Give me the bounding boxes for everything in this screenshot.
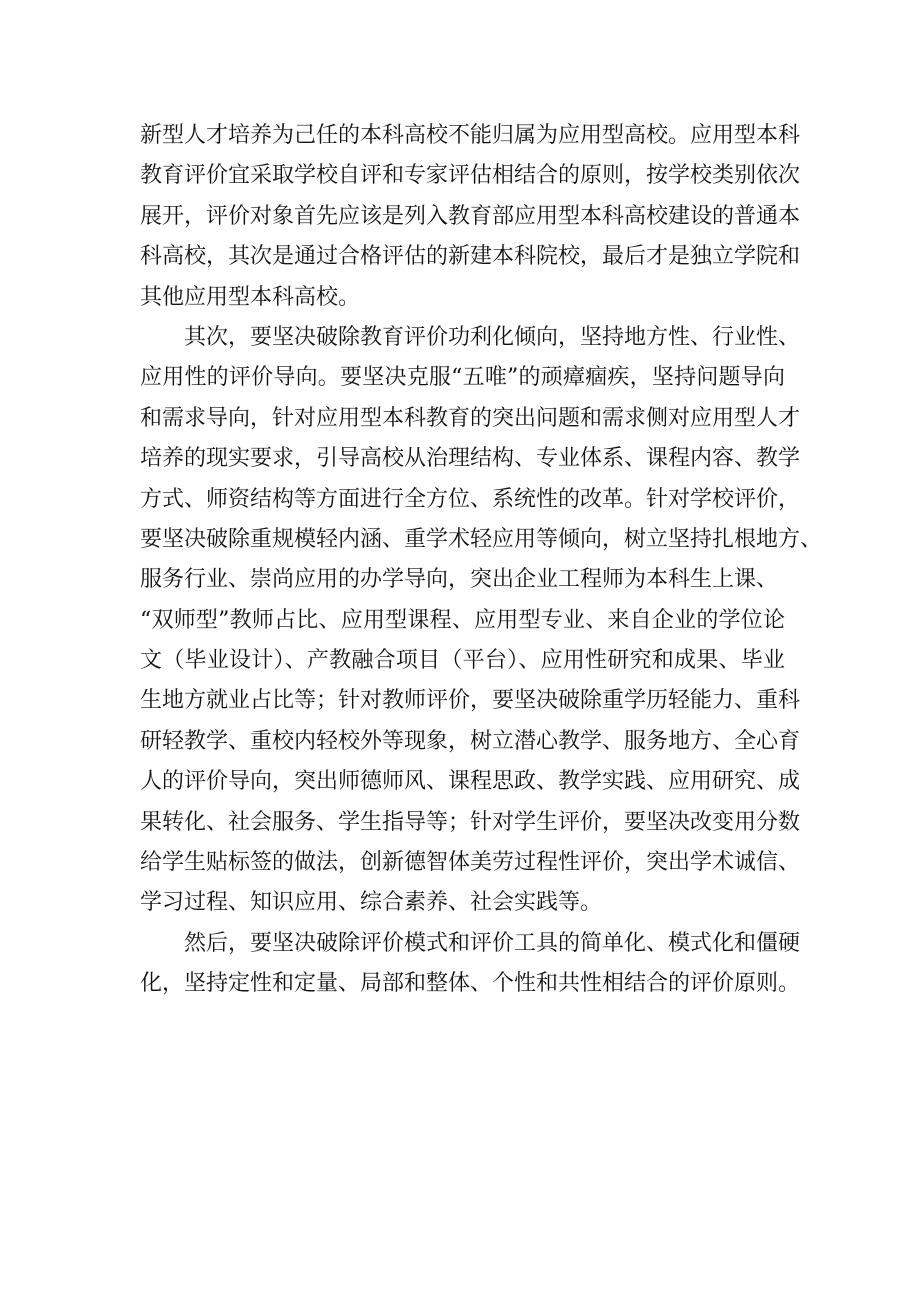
text-line: 方式、师资结构等方面进行全方位、系统性的改革。针对学校评价， [140,486,801,512]
text-line: 生地方就业占比等；针对教师评价，要坚决破除重学历轻能力、重科 [140,688,801,714]
text-line: 要坚决破除重规模轻内涵、重学术轻应用等倾向，树立坚持扎根地方、 [140,526,823,552]
document-body [140,116,823,1005]
text-line: 其次，要坚决破除教育评价功利化倾向，坚持地方性、行业性、 [184,324,801,350]
text-line: 化，坚持定性和定量、局部和整体、个性和共性相结合的评价原则。 [140,971,801,997]
text-line: 给学生贴标签的做法，创新德智体美劳过程性评价，突出学术诚信、 [140,850,801,876]
text-line: 展开，评价对象首先应该是列入教育部应用型本科高校建设的普通本 [140,203,801,229]
text-line: 研轻教学、重校内轻校外等现象，树立潜心教学、服务地方、全心育 [140,728,801,754]
text-line: 其他应用型本科高校。 [140,284,361,310]
text-line: 培养的现实要求，引导高校从治理结构、专业体系、课程内容、教学 [140,446,801,472]
text-line: 和需求导向，针对应用型本科教育的突出问题和需求侧对应用型人才 [140,405,801,431]
text-line: 科高校，其次是通过合格评估的新建本科院校，最后才是独立学院和 [140,244,801,270]
text-line: 学习过程、知识应用、综合素养、社会实践等。 [140,890,603,916]
text-line: 文（毕业设计）、产教融合项目（平台）、应用性研究和成果、毕业 [140,648,785,674]
text-line: 然后，要坚决破除评价模式和评价工具的简单化、模式化和僵硬 [184,930,801,956]
text-line: 人的评价导向，突出师德师风、课程思政、教学实践、应用研究、成 [140,769,801,795]
text-line: 果转化、社会服务、学生指导等；针对学生评价，要坚决改变用分数 [140,809,801,835]
text-line: 应用性的评价导向。要坚决克服“五唯”的顽瘴痼疾，坚持问题导向 [140,365,785,391]
text-line: 教育评价宜采取学校自评和专家评估相结合的原则，按学校类别依次 [140,163,801,189]
paragraph-1 [140,116,801,318]
text-line: “双师型”教师占比、应用型课程、应用型专业、来自企业的学位论 [140,607,785,633]
paragraph-3 [140,924,801,1005]
paragraph-2 [140,318,823,924]
text-line: 服务行业、崇尚应用的办学导向，突出企业工程师为本科生上课、 [140,567,779,593]
text-line: 新型人才培养为己任的本科高校不能归属为应用型高校。应用型本科 [140,123,801,148]
